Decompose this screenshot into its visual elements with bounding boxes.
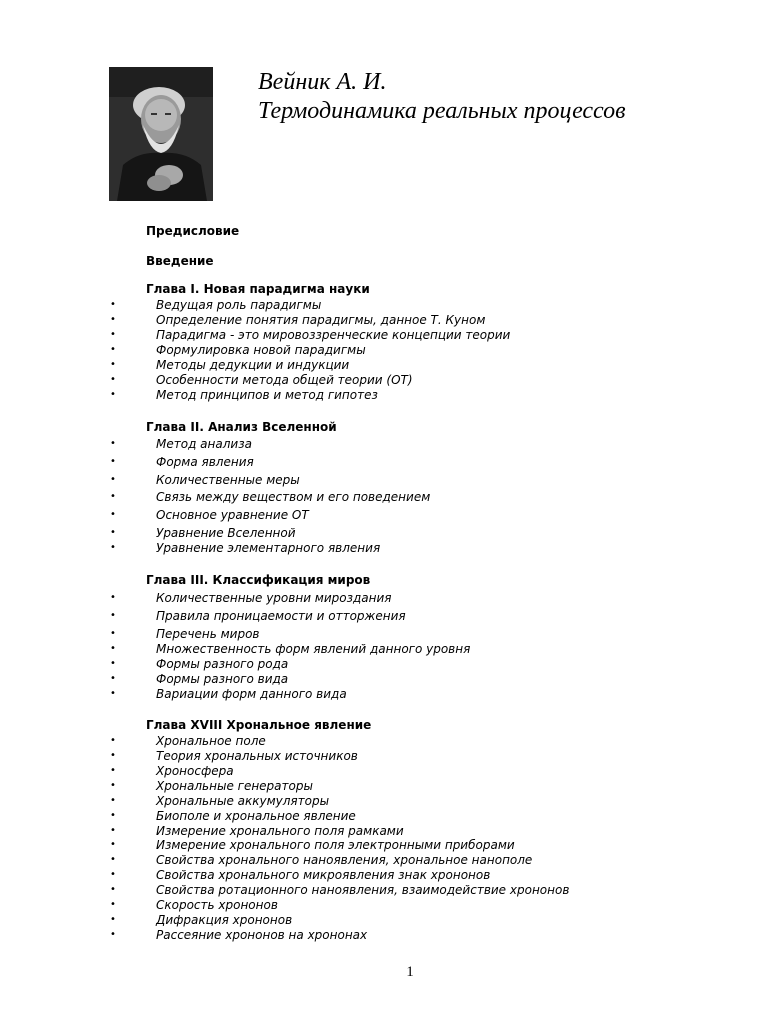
item-label: Свойства хронального микроявления знак хрононов — [156, 868, 491, 882]
item-label: Уравнение элементарного явления — [156, 541, 381, 555]
item-label: Измерение хронального поля электронными приборами — [156, 838, 515, 852]
bullet: • — [110, 765, 116, 776]
toc-introduction: Введение — [146, 254, 214, 268]
bullet: • — [110, 509, 116, 520]
bullet: • — [110, 899, 116, 910]
item-label: Методы дедукции и индукции — [156, 358, 350, 372]
item-label: Теория хрональных источников — [156, 749, 358, 763]
bullet: • — [110, 542, 116, 553]
bullet: • — [110, 825, 116, 836]
bullet: • — [110, 299, 116, 310]
item-label: Формулировка новой парадигмы — [156, 343, 366, 357]
bullet: • — [110, 456, 116, 467]
document-header — [258, 68, 626, 126]
bullet: • — [110, 810, 116, 821]
bullet: • — [110, 795, 116, 806]
bullet: • — [110, 673, 116, 684]
chapter-heading: Глава II. Анализ Вселенной — [146, 420, 337, 434]
bullet: • — [110, 735, 116, 746]
bullet: • — [110, 854, 116, 865]
item-label: Связь между веществом и его поведением — [156, 490, 431, 504]
bullet: • — [110, 628, 116, 639]
item-label: Уравнение Вселенной — [156, 526, 296, 540]
item-label: Метод анализа — [156, 437, 252, 451]
author-portrait — [109, 67, 213, 201]
item-label: Дифракция хрононов — [156, 913, 293, 927]
bullet: • — [110, 610, 116, 621]
item-label: Определение понятия парадигмы, данное Т. Куном — [156, 313, 486, 327]
bullet: • — [110, 329, 116, 340]
chapter-heading: Глава XVIII Хрональное явление — [146, 718, 372, 732]
chapter-heading: Глава III. Классификация миров — [146, 573, 371, 587]
item-label: Правила проницаемости и отторжения — [156, 609, 406, 623]
item-label: Свойства ротационного наноявления, взаимодействие хрононов — [156, 883, 570, 897]
item-label: Хрональные генераторы — [156, 779, 313, 793]
item-label: Множественность форм явлений данного уровня — [156, 642, 471, 656]
bullet: • — [110, 869, 116, 880]
book-title: Термодинамика реальных процессов — [258, 98, 626, 124]
bullet: • — [110, 839, 116, 850]
bullet: • — [110, 884, 116, 895]
item-label: Свойства хронального наноявления, хрональное нанополе — [156, 853, 533, 867]
bullet: • — [110, 359, 116, 370]
item-label: Особенности метода общей теории (ОТ) — [156, 373, 413, 387]
item-label: Хрональное поле — [156, 734, 266, 748]
bullet: • — [110, 643, 116, 654]
bullet: • — [110, 389, 116, 400]
bullet: • — [110, 688, 116, 699]
bullet: • — [110, 658, 116, 669]
item-label: Вариации форм данного вида — [156, 687, 347, 701]
bullet: • — [110, 374, 116, 385]
bullet: • — [110, 314, 116, 325]
item-label: Биополе и хрональное явление — [156, 809, 356, 823]
item-label: Перечень миров — [156, 627, 260, 641]
item-label: Парадигма - это мировоззренческие концепции теории — [156, 328, 511, 342]
bullet: • — [110, 780, 116, 791]
item-label: Хрональные аккумуляторы — [156, 794, 330, 808]
bullet: • — [110, 592, 116, 603]
item-label: Форма явления — [156, 455, 254, 469]
bullet: • — [110, 474, 116, 485]
chapter-heading: Глава I. Новая парадигма науки — [146, 282, 370, 296]
item-label: Метод принципов и метод гипотез — [156, 388, 378, 402]
item-label: Количественные меры — [156, 473, 300, 487]
item-label: Формы разного рода — [156, 657, 289, 671]
bullet: • — [110, 527, 116, 538]
item-label: Основное уравнение ОТ — [156, 508, 309, 522]
bullet: • — [110, 438, 116, 449]
bullet: • — [110, 750, 116, 761]
item-label: Измерение хронального поля рамками — [156, 824, 404, 838]
toc-preface: Предисловие — [146, 224, 240, 238]
item-label: Рассеяние хрононов на хрононах — [156, 928, 368, 942]
bullet: • — [110, 491, 116, 502]
bullet: • — [110, 914, 116, 925]
author-name: Вейник А. И. — [258, 69, 387, 95]
page-number: 1 — [406, 964, 414, 980]
bullet: • — [110, 344, 116, 355]
bullet: • — [110, 929, 116, 940]
item-label: Скорость хрононов — [156, 898, 278, 912]
item-label: Формы разного вида — [156, 672, 289, 686]
item-label: Количественные уровни мироздания — [156, 591, 392, 605]
item-label: Хроносфера — [156, 764, 234, 778]
item-label: Ведущая роль парадигмы — [156, 298, 322, 312]
